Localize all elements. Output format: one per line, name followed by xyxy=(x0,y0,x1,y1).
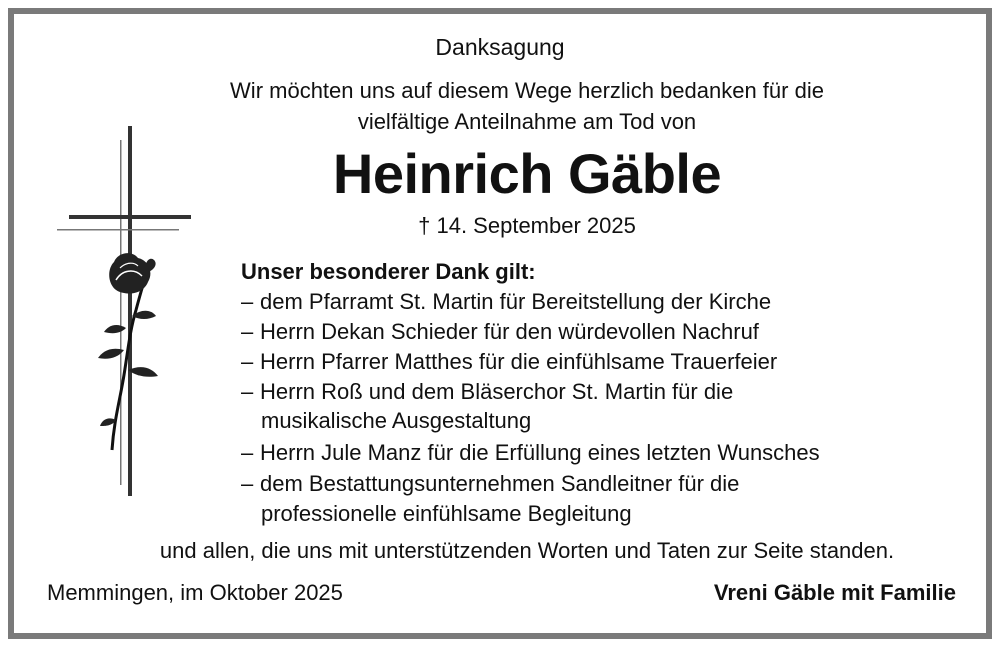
thanks-item: – dem Bestattungsunternehmen Sandleitner für die xyxy=(241,471,740,496)
intro-line-1: Wir möchten uns auf diesem Wege herzlich bedanken für die xyxy=(230,78,824,103)
thanks-item: – dem Pfarramt St. Martin für Bereitstellung der Kirche xyxy=(241,289,772,314)
deceased-name: Heinrich Gäble xyxy=(332,142,722,205)
thanks-item: – Herrn Pfarrer Matthes für die einfühlsame Trauerfeier xyxy=(241,349,778,374)
thanks-item: – Herrn Roß und dem Bläserchor St. Martin für die xyxy=(241,379,734,404)
closing-sentence: und allen, die uns mit unterstützenden Worten und Taten zur Seite standen. xyxy=(159,538,895,563)
thanks-item-continuation: musikalische Ausgestaltung xyxy=(261,408,532,433)
notice-title: Danksagung xyxy=(435,34,565,60)
death-date: † 14. September 2025 xyxy=(418,213,636,238)
thanks-heading: Unser besonderer Dank gilt: xyxy=(241,259,536,284)
thanks-item-continuation: professionelle einfühlsame Begleitung xyxy=(261,501,632,526)
place-date: Memmingen, im Oktober 2025 xyxy=(47,580,343,605)
thanks-item: – Herrn Dekan Schieder für den würdevollen Nachruf xyxy=(241,319,759,344)
thanks-item: – Herrn Jule Manz für die Erfüllung eines letzten Wunsches xyxy=(241,440,820,465)
signature: Vreni Gäble mit Familie xyxy=(713,580,956,605)
intro-line-2: vielfältige Anteilnahme am Tod von xyxy=(357,109,697,134)
